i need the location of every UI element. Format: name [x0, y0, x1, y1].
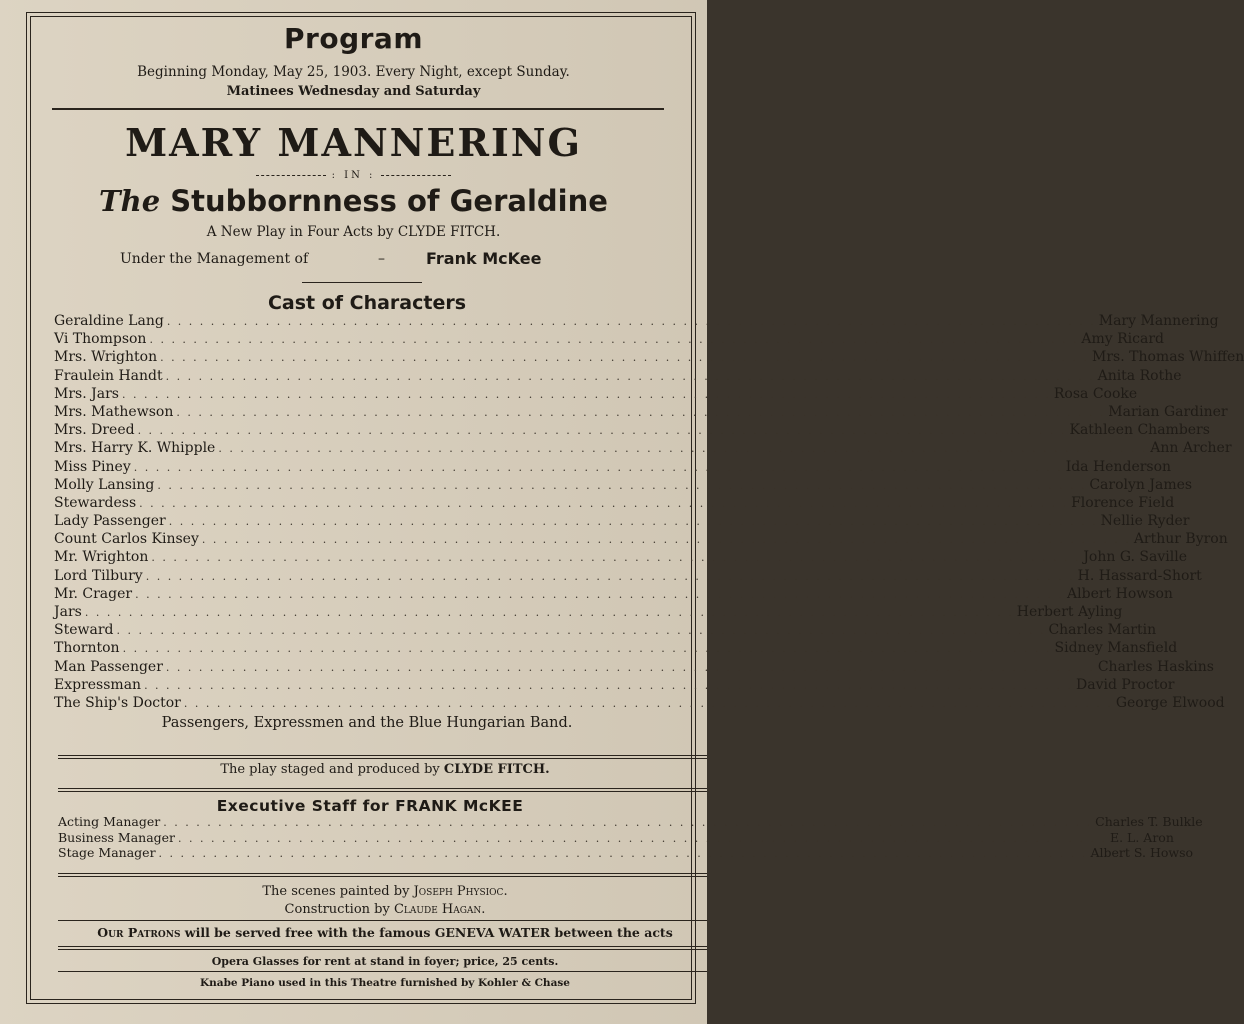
actor: Florence Field [1071, 494, 1175, 511]
staff-row [58, 829, 1174, 846]
manager-name: Frank McKee [426, 249, 542, 268]
cast-row [54, 567, 1202, 586]
staff-person: Albert S. Howso [1090, 845, 1194, 860]
rule-5 [58, 873, 707, 874]
leader-dots: . . . . . . . . . . . . . . . . . . . . . . . . . . . . . . . . . . . . . . . . . . . . . . . . . . . . . . . . . . . . . . . . . . . . . . . . . . . . . . . . . . . . . [149, 333, 1079, 347]
actor: Rosa Cooke [1053, 385, 1138, 402]
cast-row [54, 640, 1178, 658]
role: Geraldine Lang [54, 313, 164, 329]
cast-row [54, 458, 1172, 477]
piano-notice: Knabe Piano used in this Theatre furnished by Kohler & Chase [200, 977, 570, 989]
cast-row [54, 313, 1219, 331]
play-subtitle: A New Play in Four Acts by CLYDE FITCH. [206, 224, 501, 240]
scenes-line [0, 884, 770, 899]
cast-rule [302, 282, 422, 283]
role: The Ship's Doctor [54, 694, 181, 711]
builder-name: Claude Hagan. [393, 902, 486, 917]
matinee-days: Matinees Wednesday and Saturday [226, 84, 481, 99]
leader-dots: . . . . . . . . . . . . . . . . . . . . . . . . . . . . . . . . . . . . . . . . . . . . . . . . . . . . . . . . . . . . . . . . . . . . . . . . . . . . . . . . . . . . . [165, 660, 1095, 674]
staged-line [0, 762, 770, 777]
cast-row [54, 494, 1175, 513]
cast-row [54, 476, 1193, 495]
patrons-lead: Our Patrons [97, 925, 181, 940]
actor: Sidney Mansfield [1054, 640, 1178, 657]
staged-name: CLYDE FITCH. [443, 762, 550, 777]
actor: Ann Archer [1150, 440, 1232, 457]
extras-line: Passengers, Expressmen and the Blue Hungarian Band. [161, 715, 573, 731]
role: Miss Piney [54, 458, 131, 475]
actor: Ida Henderson [1065, 458, 1172, 475]
cast-row [54, 658, 1214, 677]
header-rule [52, 108, 664, 110]
leader-dots: . . . . . . . . . . . . . . . . . . . . . . . . . . . . . . . . . . . . . . . . . . . . . . . . . . . . . . . . . . . . . . . . . . . . . . . . . . . . . . . . . . . . . [121, 387, 1051, 401]
cast-row [54, 422, 1210, 440]
actor: Herbert Ayling [1016, 604, 1123, 620]
cast-row [54, 403, 1228, 422]
role: Vi Thompson [54, 331, 147, 348]
actor: Kathleen Chambers [1069, 422, 1210, 439]
actor: Mrs. Thomas Whiffen [1092, 349, 1244, 366]
staged-text: The play staged and produced by [220, 762, 444, 777]
run-dates: Beginning Monday, May 25, 1903. Every Night, except Sunday. [137, 64, 570, 80]
patrons-text: will be served free with the famous GENEVA WATER between the acts [180, 925, 673, 940]
staff-row [58, 845, 1194, 861]
rule-3 [58, 788, 707, 789]
actor: Marian Gardiner [1108, 403, 1228, 420]
leader-dots: . . . . . . . . . . . . . . . . . . . . . . . . . . . . . . . . . . . . . . . . . . . . . . . . . . . . . . . . . . . . . . . . . . . . . . . . . . . . . . . . . . . . . [84, 606, 1014, 619]
leader-dots: . . . . . . . . . . . . . . . . . . . . . . . . . . . . . . . . . . . . . . . . . . . . . . . . . . . . . . . . . . . . . . . . . . . . . . . . . . . . . . . . . . . . . [139, 496, 1069, 510]
executive-heading: Executive Staff for FRANK McKEE [216, 797, 524, 815]
role: Count Carlos Kinsey [54, 531, 199, 548]
role: Lord Tilbury [54, 567, 143, 584]
play-title-the: The [99, 184, 161, 218]
role: Molly Lansing [54, 476, 155, 493]
role: Mrs. Dreed [54, 422, 135, 439]
leader-dots: . . . . . . . . . . . . . . . . . . . . . . . . . . . . . . . . . . . . . . . . . . . . . . . . . . . . . . . . . . . . . . . . . . . . . . . . . . . . . . . . . . . . . [218, 442, 1148, 456]
role: Lady Passenger [54, 513, 166, 530]
leader-dots: . . . . . . . . . . . . . . . . . . . . . . . . . . . . . . . . . . . . . . . . . . . . . . . . . . . . . . . . . . . . . . . . . . . . . . . . . . . . . . . . . . . . . [168, 515, 1098, 529]
rule-1 [58, 755, 707, 756]
management-label: Under the Management of [120, 251, 309, 267]
actor: H. Hassard-Short [1077, 567, 1202, 584]
staff-person: E. L. Aron [1109, 829, 1174, 845]
role: Steward [54, 622, 114, 639]
scenes-text: The scenes painted by [262, 884, 414, 899]
role: Mrs. Wrighton [54, 349, 158, 366]
leader-dots: . . . . . . . . . . . . . . . . . . . . . . . . . . . . . . . . . . . . . . . . . . . . . . . . . . . . . . . . . . . . . . . . . . . . . . . . . . . . . . . . . . . . . [176, 405, 1106, 419]
cast-row [54, 385, 1138, 404]
role: Mr. Crager [54, 585, 133, 602]
actor: John G. Saville [1083, 549, 1187, 566]
in-divider [0, 170, 707, 181]
leader-dots: . . . . . . . . . . . . . . . . . . . . . . . . . . . . . . . . . . . . . . . . . . . . . . . . . . . . . . . . . . . . . . . . . . . . . . . . . . . . . . . . . . . . . [144, 678, 1073, 692]
cast-row [54, 622, 1157, 640]
leader-dots: . . . . . . . . . . . . . . . . . . . . . . . . . . . . . . . . . . . . . . . . . . . . . . . . . . . . . . . . . . . . . . . . . . . . . . . . . . . . . . . . . . . . . [157, 478, 1087, 492]
actor: Charles Martin [1048, 622, 1157, 639]
role: Mrs. Harry K. Whipple [54, 440, 216, 457]
leader-dots: . . . . . . . . . . . . . . . . . . . . . . . . . . . . . . . . . . . . . . . . . . . . . . . . . . . . . . . . . . . . . . . . . . . . . . . . . . . . . . . . . . . . . [151, 551, 1081, 565]
rule-8 [58, 946, 707, 947]
opera-glasses-notice: Opera Glasses for rent at stand in foyer; price, 25 cents. [211, 955, 559, 968]
staff-row [58, 814, 1203, 830]
staff-list [58, 814, 1203, 861]
rule-10 [58, 971, 707, 972]
cast-row [54, 694, 1225, 713]
role: Expressman [54, 676, 142, 693]
leader-dots: . . . . . . . . . . . . . . . . . . . . . . . . . . . . . . . . . . . . . . . . . . . . . . . . . . . . . . . . . . . . . . . . . . . . . . . . . . . . . . . . . . . . . [166, 315, 1096, 328]
leader-dots: . . . . . . . . . . . . . . . . . . . . . . . . . . . . . . . . . . . . . . . . . . . . . . . . . . . . . . . . . . . . . . . . . . . . . . . . . . . . . . . . . . . . . [165, 369, 1095, 383]
cast-row [54, 513, 1190, 531]
star-name: MARY MANNERING [125, 120, 582, 165]
cast-row [54, 331, 1164, 349]
play-title-main: Stubbornness of Geraldine [170, 184, 608, 218]
cast-heading: Cast of Characters [267, 292, 467, 314]
leader-dots: . . . . . . . . . . . . . . . . . . . . . . . . . . . . . . . . . . . . . . . . . . . . . . . . . . . . . . . . . . . . . . . . . . . . . . . . . . . . . . . . . . . . . [133, 460, 1063, 474]
in-word: : IN : [331, 170, 376, 181]
rule-4 [58, 791, 707, 792]
cast-row [54, 367, 1182, 386]
staff-role: Business Manager [58, 829, 176, 845]
cast-row [54, 440, 1232, 458]
actor: Mary Mannering [1098, 313, 1219, 329]
role: Jars [54, 604, 82, 620]
rule-2 [58, 758, 707, 759]
program-title: Program [284, 22, 423, 55]
actor: Arthur Byron [1133, 531, 1228, 548]
staff-person: Charles T. Bulkle [1095, 814, 1203, 829]
actor: Albert Howson [1067, 585, 1173, 602]
role: Mr. Wrighton [54, 549, 149, 566]
leader-dots: . . . . . . . . . . . . . . . . . . . . . . . . . . . . . . . . . . . . . . . . . . . . . . . . . . . . . . . . . . . . . . . . . . . . . . . . . . . . . . . . . . . . . [201, 533, 1131, 547]
role: Mrs. Jars [54, 385, 119, 402]
cast-row [54, 604, 1123, 622]
leader-dots: . . . . . . . . . . . . . . . . . . . . . . . . . . . . . . . . . . . . . . . . . . . . . . . . . . . . . . . . . . . . . . . . . . . . . . . . . . . . . . . . . . . . . [145, 569, 1075, 583]
leader-dots: . . . . . . . . . . . . . . . . . . . . . . . . . . . . . . . . . . . . . . . . . . . . . . . . . . . . . . . . . . . . . . . . . . . . . . . . . . . . . . . . . . . . . [158, 847, 1088, 860]
leader-dots: . . . . . . . . . . . . . . . . . . . . . . . . . . . . . . . . . . . . . . . . . . . . . . . . . . . . . . . . . . . . . . . . . . . . . . . . . . . . . . . . . . . . . [122, 642, 1052, 656]
cast-row [54, 349, 1244, 367]
role: Mrs. Mathewson [54, 403, 174, 420]
actor: Charles Haskins [1097, 658, 1214, 675]
leader-dots: . . . . . . . . . . . . . . . . . . . . . . . . . . . . . . . . . . . . . . . . . . . . . . . . . . . . . . . . . . . . . . . . . . . . . . . . . . . . . . . . . . . . . [137, 424, 1067, 438]
management-dash: – [378, 251, 385, 267]
cast-list [54, 313, 1244, 713]
rule-9 [58, 949, 707, 950]
construction-line [0, 902, 770, 917]
leader-dots: . . . . . . . . . . . . . . . . . . . . . . . . . . . . . . . . . . . . . . . . . . . . . . . . . . . . . . . . . . . . . . . . . . . . . . . . . . . . . . . . . . . . . [183, 696, 1113, 710]
cast-row [54, 549, 1187, 567]
role: Man Passenger [54, 658, 163, 675]
actor: Nellie Ryder [1100, 513, 1190, 530]
leader-dots: . . . . . . . . . . . . . . . . . . . . . . . . . . . . . . . . . . . . . . . . . . . . . . . . . . . . . . . . . . . . . . . . . . . . . . . . . . . . . . . . . . . . . [160, 351, 1090, 365]
rule-7 [58, 920, 707, 921]
staff-role: Stage Manager [58, 845, 156, 860]
cast-row [54, 585, 1173, 604]
cast-row [54, 531, 1228, 549]
actor: Amy Ricard [1081, 331, 1164, 348]
cast-row [54, 676, 1175, 695]
actor: Carolyn James [1089, 476, 1193, 493]
role: Fraulein Handt [54, 367, 163, 384]
actor: George Elwood [1115, 694, 1225, 711]
staff-role: Acting Manager [58, 814, 161, 829]
rule-6 [58, 876, 707, 877]
leader-dots: . . . . . . . . . . . . . . . . . . . . . . . . . . . . . . . . . . . . . . . . . . . . . . . . . . . . . . . . . . . . . . . . . . . . . . . . . . . . . . . . . . . . . [135, 587, 1065, 601]
leader-dots: . . . . . . . . . . . . . . . . . . . . . . . . . . . . . . . . . . . . . . . . . . . . . . . . . . . . . . . . . . . . . . . . . . . . . . . . . . . . . . . . . . . . . [178, 831, 1107, 845]
construction-text: Construction by [284, 902, 394, 917]
role: Thornton [54, 640, 120, 657]
actor: David Proctor [1076, 676, 1175, 693]
actor: Anita Rothe [1097, 367, 1182, 384]
leader-dots: . . . . . . . . . . . . . . . . . . . . . . . . . . . . . . . . . . . . . . . . . . . . . . . . . . . . . . . . . . . . . . . . . . . . . . . . . . . . . . . . . . . . . [116, 624, 1046, 638]
role: Stewardess [54, 494, 137, 511]
leader-dots: . . . . . . . . . . . . . . . . . . . . . . . . . . . . . . . . . . . . . . . . . . . . . . . . . . . . . . . . . . . . . . . . . . . . . . . . . . . . . . . . . . . . . [163, 816, 1093, 829]
painter-name: Joseph Physioc. [413, 884, 508, 899]
patrons-notice [0, 925, 770, 940]
play-title [0, 184, 707, 218]
